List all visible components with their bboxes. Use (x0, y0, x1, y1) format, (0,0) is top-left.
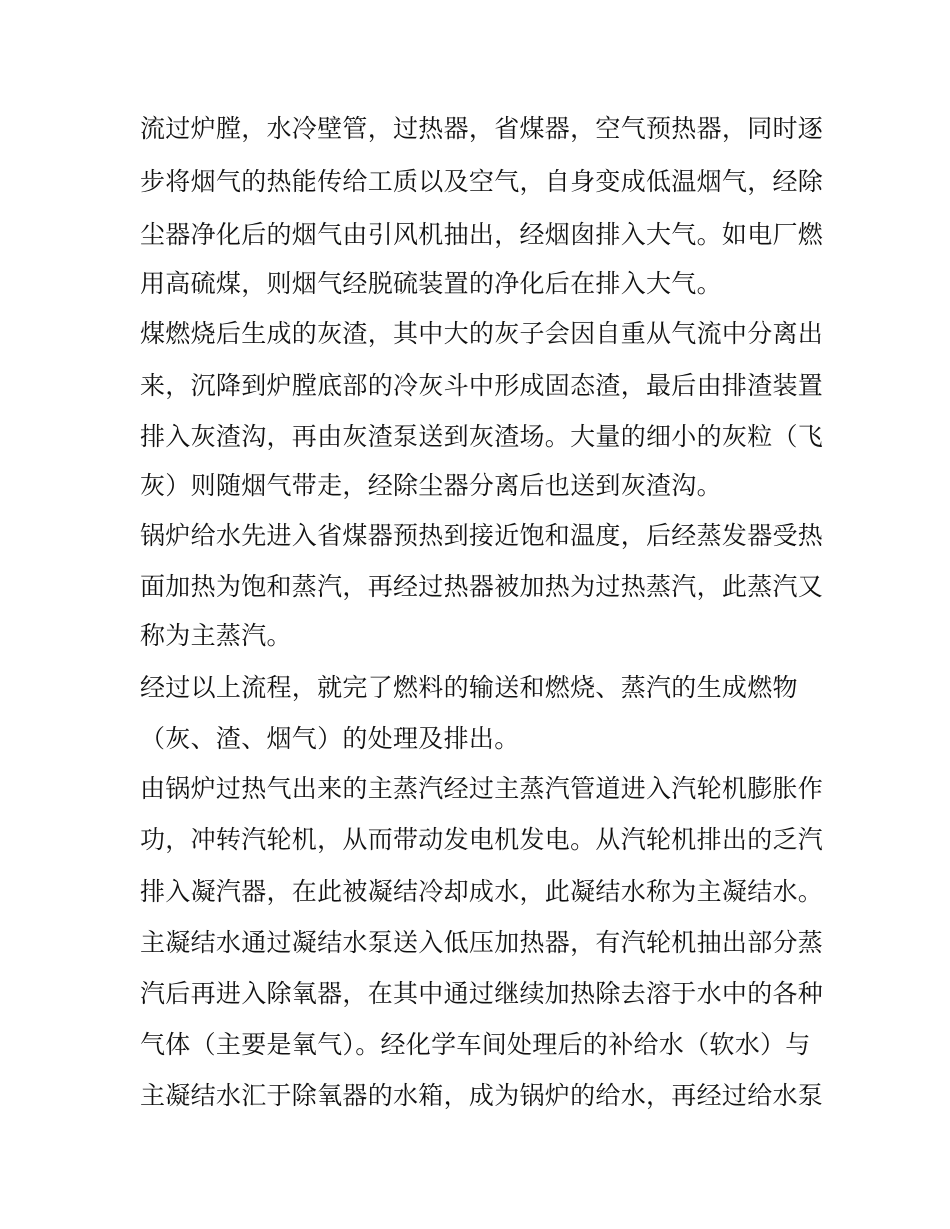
text-line: 尘器净化后的烟气由引风机抽出，经烟囱排入大气。如电厂燃 (140, 220, 824, 249)
text-line: 主凝结水汇于除氧器的水箱，成为锅炉的给水，再经过给水泵 (140, 1081, 824, 1110)
text-line: （灰、渣、烟气）的处理及排出。 (140, 724, 520, 753)
text-line: 功，冲转汽轮机，从而带动发电机发电。从汽轮机排出的乏汽 (140, 825, 824, 854)
text-line: 气体（主要是氧气）。经化学车间处理后的补给水（软水）与 (140, 1030, 811, 1059)
text-line: 灰）则随烟气带走，经除尘器分离后也送到灰渣沟。 (140, 471, 722, 500)
text-line: 汽后再进入除氧器，在其中通过继续加热除去溶于水中的各种 (140, 979, 824, 1008)
text-line: 煤燃烧后生成的灰渣，其中大的灰子会因自重从气流中分离出 (140, 319, 824, 348)
text-line: 主凝结水通过凝结水泵送入低压加热器，有汽轮机抽出部分蒸 (140, 928, 824, 957)
text-line: 来，沉降到炉膛底部的冷灰斗中形成固态渣，最后由排渣装置 (140, 371, 824, 400)
text-line: 步将烟气的热能传给工质以及空气，自身变成低温烟气，经除 (140, 167, 824, 196)
text-line: 由锅炉过热气出来的主蒸汽经过主蒸汽管道进入汽轮机膨胀作 (140, 774, 824, 803)
text-line: 面加热为饱和蒸汽，再经过热器被加热为过热蒸汽，此蒸汽又 (140, 572, 824, 601)
text-line: 用高硫煤，则烟气经脱硫装置的净化后在排入大气。 (140, 269, 722, 298)
text-line: 流过炉膛，水冷壁管，过热器，省煤器，空气预热器，同时逐 (140, 114, 824, 143)
text-line: 经过以上流程，就完了燃料的输送和燃烧、蒸汽的生成燃物 (140, 673, 798, 702)
text-line: 排入凝汽器，在此被凝结冷却成水，此凝结水称为主凝结水。 (140, 877, 824, 906)
text-line: 称为主蒸汽。 (140, 621, 292, 650)
text-line: 排入灰渣沟，再由灰渣泵送到灰渣场。大量的细小的灰粒（飞 (140, 422, 824, 451)
text-line: 锅炉给水先进入省煤器预热到接近饱和温度，后经蒸发器受热 (140, 521, 824, 550)
